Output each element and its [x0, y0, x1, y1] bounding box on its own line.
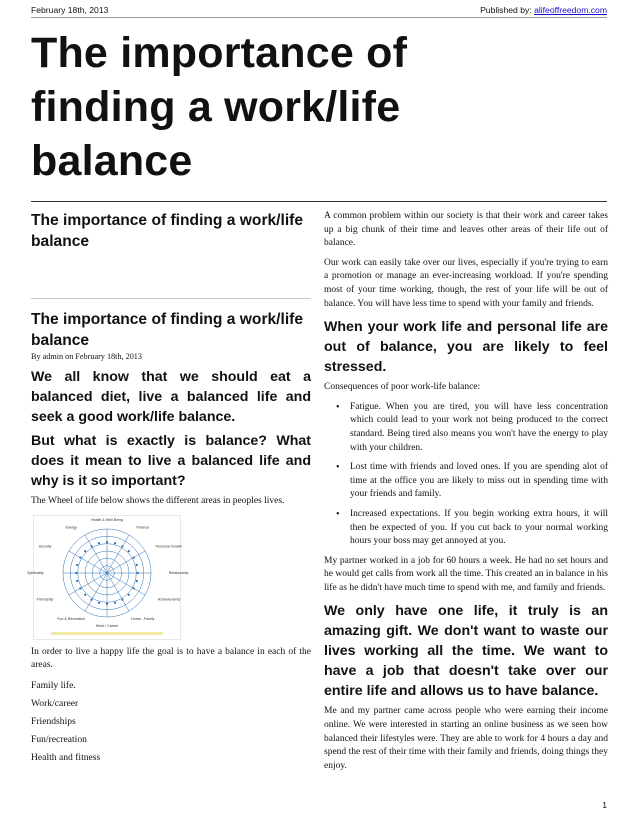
- section-divider: [31, 298, 311, 299]
- area-item: Fun/recreation: [31, 733, 87, 745]
- area-item: Family life.: [31, 679, 76, 691]
- list-item: [324, 461, 608, 502]
- wheel-label: Relationship: [168, 570, 189, 575]
- wheel-dot: [128, 550, 130, 552]
- list-item: [324, 401, 608, 455]
- heading-balanced-life: We all know that we should eat a balanced diet, live a balanced life and seek a good work/life balance.: [31, 369, 311, 425]
- wheel-dot: [136, 564, 138, 566]
- wheel-label: Energy: [65, 524, 77, 529]
- goal-paragraph: In order to live a happy life the goal is to have a balance in each of the areas.: [31, 646, 311, 671]
- wheel-label: Achievements: [157, 597, 181, 602]
- list-item: [324, 508, 608, 549]
- wheel-dot: [84, 593, 86, 595]
- byline: By admin on February 18th, 2013: [31, 352, 142, 361]
- wheel-dot: [98, 601, 100, 603]
- wheel-label: Personal Growth: [155, 544, 183, 549]
- document-title: The importance of finding a work/life balance: [31, 29, 408, 185]
- wheel-intro: The Wheel of life below shows the different areas in peoples lives.: [31, 496, 285, 506]
- wheel-label: Work / Career: [95, 623, 119, 628]
- wheel-dot: [76, 564, 78, 566]
- area-item: Work/career: [31, 697, 79, 709]
- area-item: Health and fitness: [31, 751, 101, 763]
- bullet-text: Lost time with friends and loved ones. If you are spending alot of time at the office you are likely to miss out in spending time with your friends and family.: [350, 462, 608, 500]
- wheel-dot: [84, 550, 86, 552]
- header-divider: [31, 17, 607, 18]
- wheel-label: Home - Family: [131, 616, 155, 621]
- heading-stressed: When your work life and personal life are out of balance, you are likely to feel stressed.: [324, 319, 608, 376]
- publish-date: February 18th, 2013: [31, 5, 109, 15]
- wheel-dot: [136, 580, 138, 582]
- paragraph-common-problem: A common problem within our society is that their work and career takes up a big chunk of their time and leaves other areas of their life out of balance.: [324, 211, 608, 249]
- bullet-icon: •: [336, 462, 340, 474]
- paragraph-online-income: Me and my partner came across people who were earning their income online. We were interested in starting an online business as we seen how balanced their lifestyles were. They are able to work for 4 hours a day and spend the rest of their time with their family and friends, doing things they enjoy.: [324, 706, 608, 771]
- published-by: [480, 5, 607, 15]
- wheel-label: Fun & Recreation: [57, 616, 86, 621]
- wheel-dot: [76, 580, 78, 582]
- heading-what-is-balance: But what is exactly is balance? What does it mean to live a balanced life and why is it so important?: [31, 433, 311, 489]
- wheel-label: Security: [38, 544, 52, 549]
- article-title-2: The importance of finding a work/life balance: [31, 311, 304, 349]
- wheel-dot: [98, 542, 100, 544]
- wheel-label: Health & Well Being: [91, 517, 123, 522]
- article-title-1: The importance of finding a work/life balance: [31, 212, 304, 250]
- wheel-of-life-diagram: [27, 515, 189, 640]
- wheel-dot: [114, 542, 116, 544]
- wheel-label: Friendship: [36, 597, 54, 602]
- area-item: Friendships: [31, 715, 76, 727]
- consequences-list: [324, 401, 608, 549]
- bullet-icon: •: [336, 508, 340, 520]
- publisher-link[interactable]: alifeoffreedom.com: [534, 5, 607, 15]
- published-by-label: Published by:: [480, 5, 532, 15]
- right-column: [324, 210, 608, 779]
- bullet-text: Fatigue. When you are tired, you will have less concentration which could lead to your work not being produced to the correct standard. Being tired also means you won't have the energy to play with your children.: [350, 401, 608, 453]
- paragraph-partner-job: My partner worked in a job for 60 hours a week. He had no set hours and he would get calls from work all the time. This created an in balance in his life as he didn't have much time to spend with me, and family and friends.: [324, 555, 608, 593]
- wheel-dot: [128, 593, 130, 595]
- heading-one-life: We only have one life, it truly is an amazing gift. We don't want to waste our lives working all the time. We want to have a job that doesn't take over our entire life and allows us to have balance.: [324, 603, 608, 700]
- wheel-label: Spirituality: [27, 570, 44, 575]
- wheel-of-life-image: [27, 515, 189, 640]
- consequences-label: Consequences of poor work-life balance:: [324, 382, 481, 393]
- paragraph-work-takes-over: Our work can easily take over our lives, especially if you're trying to earn a promotion or manage an ever-increasing workload. If you're spending most of your time working, though, the rest of your life will be out of balance. You will have less time to spend with your family and friends.: [324, 257, 608, 309]
- page-number: 1: [602, 800, 607, 810]
- bullet-icon: •: [336, 401, 340, 413]
- wheel-dot: [114, 601, 116, 603]
- title-divider: [31, 201, 607, 202]
- wheel-label: Finance: [136, 524, 150, 529]
- left-column: [27, 210, 311, 769]
- bullet-text: Increased expectations. If you begin working extra hours, it will then be expected of you. If you cut back to your normal working hours your boss may get annoyed at you.: [350, 508, 608, 547]
